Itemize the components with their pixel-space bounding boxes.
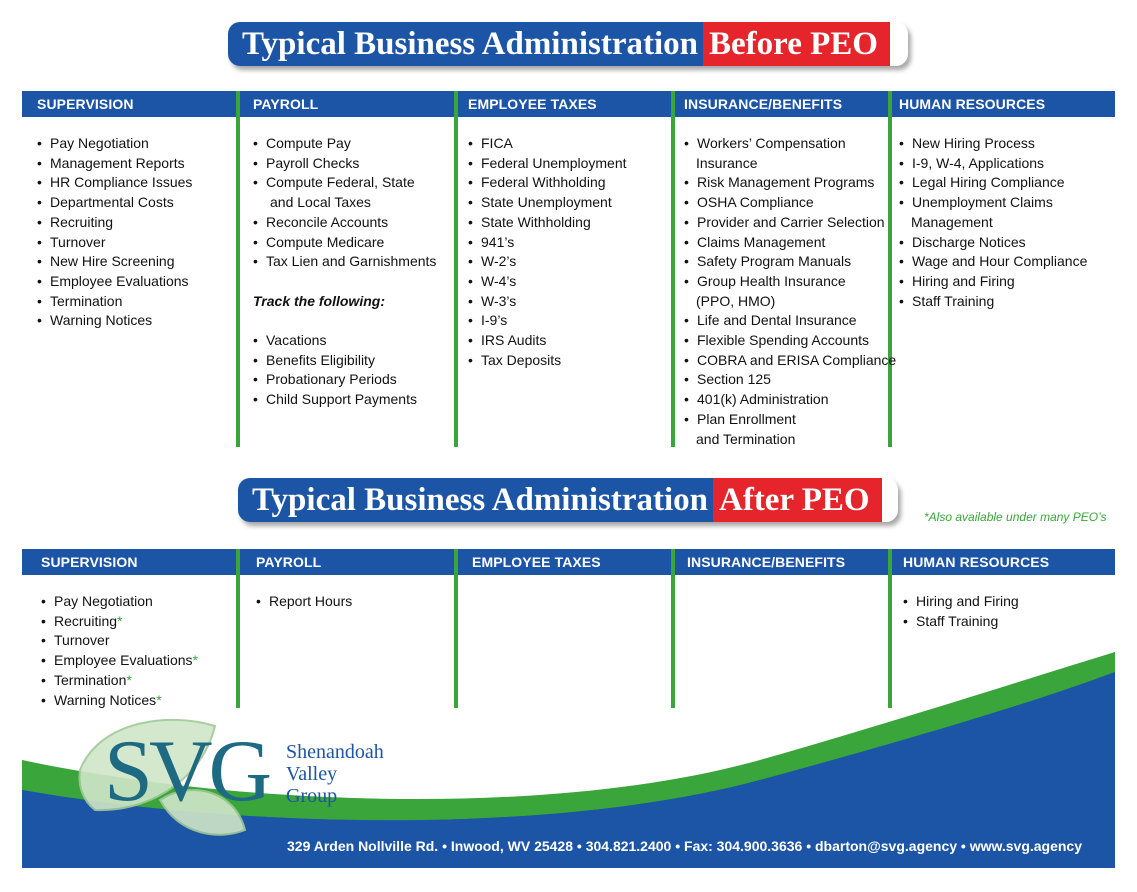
before-header-bar	[22, 91, 1115, 117]
list-item: • Payroll Checks	[253, 154, 436, 174]
list-item: • Pay Negotiation	[41, 592, 198, 612]
list-item: • Workers’ Compensation	[684, 134, 896, 154]
list-item: • Plan Enrollment	[684, 410, 896, 430]
list-item: • Hiring and Firing	[899, 272, 1087, 292]
list-item: • Hiring and Firing	[903, 592, 1019, 612]
list-item: • Vacations	[253, 331, 436, 351]
before-employee-taxes-list	[468, 134, 627, 370]
list-item: • Group Health Insurance	[684, 272, 896, 292]
list-item-continued: Insurance	[696, 154, 758, 171]
before-banner-title: Typical Business Administration	[228, 22, 703, 66]
after-hr-list	[903, 592, 1019, 631]
company-name-line: Group	[286, 785, 338, 807]
list-item-continued: Management	[911, 213, 993, 230]
list-item: • Claims Management	[684, 233, 896, 253]
list-item: • Management Reports	[37, 154, 192, 174]
list-item: • State Unemployment	[468, 193, 627, 213]
star-marker: *	[126, 671, 132, 688]
after-col-title-hr: HUMAN RESOURCES	[903, 554, 1050, 570]
list-item: • Termination*	[41, 671, 198, 691]
before-col-title-payroll: PAYROLL	[253, 96, 319, 112]
list-item: • Legal Hiring Compliance	[899, 173, 1087, 193]
column-divider	[236, 91, 240, 447]
list-spacer	[253, 272, 436, 292]
list-item: • Safety Program Manuals	[684, 252, 896, 272]
before-col-title-supervision: SUPERVISION	[37, 96, 134, 112]
before-supervision-list	[37, 134, 192, 331]
after-banner-title: Typical Business Administration	[238, 478, 713, 522]
svg-logo-mark: SVG	[104, 723, 269, 820]
before-insurance-list	[684, 134, 896, 449]
column-divider	[888, 549, 892, 708]
after-payroll-list	[256, 592, 352, 612]
list-item: • W-4’s	[468, 272, 627, 292]
after-peo-banner	[238, 478, 898, 522]
list-item: • Compute Federal, State	[253, 173, 436, 193]
list-item: • Tax Lien and Garnishments	[253, 252, 436, 272]
before-peo-banner	[228, 22, 908, 66]
after-header-bar	[22, 549, 1115, 575]
after-col-title-employee-taxes: EMPLOYEE TAXES	[472, 554, 601, 570]
star-marker: *	[156, 691, 162, 708]
list-item: • Section 125	[684, 370, 896, 390]
list-item: • Reconcile Accounts	[253, 213, 436, 233]
list-item-continued: and Termination	[696, 430, 796, 447]
list-item: • HR Compliance Issues	[37, 173, 192, 193]
list-item: • Tax Deposits	[468, 351, 627, 371]
list-item: • Benefits Eligibility	[253, 351, 436, 371]
list-item: • Pay Negotiation	[37, 134, 192, 154]
list-item: • Recruiting*	[41, 612, 198, 632]
list-item: • Compute Pay	[253, 134, 436, 154]
list-item: • W-2’s	[468, 252, 627, 272]
list-item: • Provider and Carrier Selection	[684, 213, 896, 233]
list-item: • Flexible Spending Accounts	[684, 331, 896, 351]
column-divider	[671, 91, 675, 447]
list-item: • Probationary Periods	[253, 370, 436, 390]
after-col-title-insurance: INSURANCE/BENEFITS	[687, 554, 846, 570]
company-name-line: Shenandoah	[286, 741, 384, 763]
column-divider	[671, 549, 675, 708]
after-supervision-list	[41, 592, 198, 710]
list-item: • Turnover	[41, 631, 198, 651]
list-item: • Federal Withholding	[468, 173, 627, 193]
list-item: • Discharge Notices	[899, 233, 1087, 253]
contact-info: 329 Arden Nollville Rd. • Inwood, WV 25428 • 304.821.2400 • Fax: 304.900.3636 • dbarton@svg.agency • www.svg.agency	[287, 838, 1083, 854]
company-name	[286, 741, 384, 807]
before-col-title-employee-taxes: EMPLOYEE TAXES	[468, 96, 597, 112]
list-item: • IRS Audits	[468, 331, 627, 351]
column-divider	[454, 549, 458, 708]
list-item: • W-3’s	[468, 292, 627, 312]
list-item: • COBRA and ERISA Compliance	[684, 351, 896, 371]
list-item: • Wage and Hour Compliance	[899, 252, 1087, 272]
company-name-line: Valley	[286, 763, 338, 785]
list-item: • FICA	[468, 134, 627, 154]
list-item: • I-9’s	[468, 311, 627, 331]
list-item: • Compute Medicare	[253, 233, 436, 253]
list-spacer	[253, 311, 436, 331]
list-item: • State Withholding	[468, 213, 627, 233]
list-item: • OSHA Compliance	[684, 193, 896, 213]
list-item: • New Hire Screening	[37, 252, 192, 272]
list-item: • Termination	[37, 292, 192, 312]
list-item: • 401(k) Administration	[684, 390, 896, 410]
list-item: • Departmental Costs	[37, 193, 192, 213]
before-col-title-hr: HUMAN RESOURCES	[899, 96, 1046, 112]
list-item: • Federal Unemployment	[468, 154, 627, 174]
list-item: • Risk Management Programs	[684, 173, 896, 193]
list-item: • Recruiting	[37, 213, 192, 233]
list-item-continued: (PPO, HMO)	[696, 292, 776, 309]
list-item: • Child Support Payments	[253, 390, 436, 410]
before-banner-tag: Before PEO	[703, 22, 890, 66]
list-item: • 941’s	[468, 233, 627, 253]
list-item-continued: and Local Taxes	[270, 194, 371, 211]
list-item: • Life and Dental Insurance	[684, 311, 896, 331]
star-marker: *	[117, 612, 123, 629]
track-label: Track the following:	[253, 292, 385, 309]
after-banner-tag: After PEO	[713, 478, 882, 522]
list-item: • Staff Training	[899, 292, 1087, 312]
list-item: • Staff Training	[903, 612, 1019, 632]
star-marker: *	[192, 652, 198, 669]
list-item: • Unemployment Claims	[899, 193, 1087, 213]
before-col-title-insurance: INSURANCE/BENEFITS	[684, 96, 843, 112]
list-item: • Warning Notices*	[41, 691, 198, 711]
list-item: • Warning Notices	[37, 311, 192, 331]
before-payroll-list	[253, 134, 436, 410]
column-divider	[236, 549, 240, 708]
before-hr-list	[899, 134, 1087, 311]
list-item: • I-9, W-4, Applications	[899, 154, 1087, 174]
list-item: • Employee Evaluations*	[41, 651, 198, 671]
list-item: • Employee Evaluations	[37, 272, 192, 292]
list-item: • New Hiring Process	[899, 134, 1087, 154]
after-col-title-supervision: SUPERVISION	[41, 554, 138, 570]
column-divider	[454, 91, 458, 447]
after-col-title-payroll: PAYROLL	[256, 554, 322, 570]
availability-note: *Also available under many PEO’s	[924, 510, 1107, 524]
list-item: • Turnover	[37, 233, 192, 253]
list-item: • Report Hours	[256, 592, 352, 612]
